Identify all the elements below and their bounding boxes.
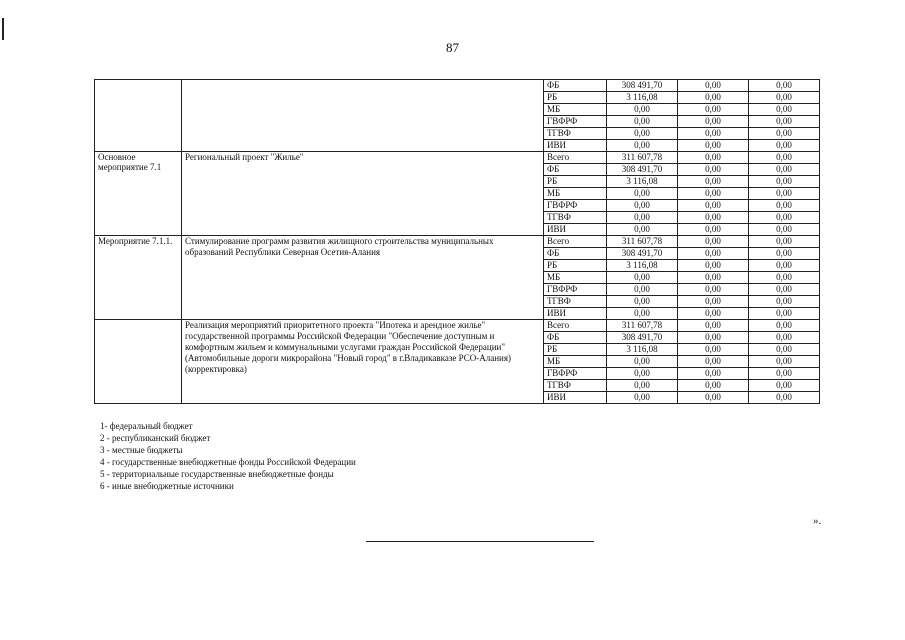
amount-cell-3: 0,00 (749, 164, 820, 176)
funding-source-cell: ФБ (544, 248, 607, 260)
amount-cell-1: 311 607,78 (607, 320, 678, 332)
amount-cell-1: 0,00 (607, 356, 678, 368)
amount-cell-1: 0,00 (607, 104, 678, 116)
amount-cell-2: 0,00 (678, 176, 749, 188)
amount-cell-3: 0,00 (749, 128, 820, 140)
funding-source-cell: МБ (544, 104, 607, 116)
amount-cell-2: 0,00 (678, 140, 749, 152)
budget-table-body (95, 80, 820, 404)
amount-cell-2: 0,00 (678, 368, 749, 380)
page-number: 87 (446, 40, 459, 55)
amount-cell-3: 0,00 (749, 140, 820, 152)
funding-source-cell: ФБ (544, 80, 607, 92)
amount-cell-1: 0,00 (607, 296, 678, 308)
amount-cell-1: 0,00 (607, 224, 678, 236)
funding-source-cell: ИВИ (544, 140, 607, 152)
funding-source-cell: МБ (544, 188, 607, 200)
amount-cell-3: 0,00 (749, 356, 820, 368)
activity-name-cell: Реализация мероприятий приоритетного проекта "Ипотека и арендное жилье" государственной программы Российской Федерации "Обеспечение доступным и комфортным жильем и коммунальными услугами граждан Российской Федерации" (Автомобильные дороги микрорайона "Новый город" в г.Владикавказе РСО-Алания) (корректировка) (182, 320, 544, 404)
funding-source-cell: ИВИ (544, 224, 607, 236)
amount-cell-3: 0,00 (749, 296, 820, 308)
amount-cell-1: 0,00 (607, 116, 678, 128)
legend (100, 420, 356, 492)
amount-cell-1: 3 116,08 (607, 92, 678, 104)
amount-cell-2: 0,00 (678, 296, 749, 308)
amount-cell-3: 0,00 (749, 368, 820, 380)
amount-cell-1: 3 116,08 (607, 260, 678, 272)
legend-item: 1- федеральный бюджет (100, 421, 193, 431)
amount-cell-1: 0,00 (607, 392, 678, 404)
funding-source-cell: ГВФРФ (544, 284, 607, 296)
amount-cell-2: 0,00 (678, 320, 749, 332)
activity-name-cell: Региональный проект "Жилье" (182, 152, 544, 236)
legend-item: 5 - территориальные государственные внебюджетные фонды (100, 469, 334, 479)
amount-cell-3: 0,00 (749, 176, 820, 188)
funding-source-cell: Всего (544, 236, 607, 248)
funding-source-cell: ФБ (544, 164, 607, 176)
amount-cell-3: 0,00 (749, 104, 820, 116)
amount-cell-2: 0,00 (678, 200, 749, 212)
amount-cell-2: 0,00 (678, 104, 749, 116)
activity-code-cell: Основное мероприятие 7.1 (95, 152, 182, 236)
activity-name-cell: Стимулирование программ развития жилищного строительства муниципальных образований Республики Северная Осетия-Алания (182, 236, 544, 320)
amount-cell-1: 0,00 (607, 188, 678, 200)
amount-cell-1: 311 607,78 (607, 152, 678, 164)
amount-cell-2: 0,00 (678, 128, 749, 140)
amount-cell-2: 0,00 (678, 116, 749, 128)
funding-source-cell: РБ (544, 176, 607, 188)
legend-item: 2 - республиканский бюджет (100, 433, 211, 443)
activity-code-cell (95, 320, 182, 404)
amount-cell-3: 0,00 (749, 236, 820, 248)
amount-cell-3: 0,00 (749, 308, 820, 320)
amount-cell-2: 0,00 (678, 236, 749, 248)
amount-cell-3: 0,00 (749, 152, 820, 164)
activity-name-cell (182, 80, 544, 152)
amount-cell-3: 0,00 (749, 320, 820, 332)
amount-cell-2: 0,00 (678, 284, 749, 296)
amount-cell-2: 0,00 (678, 308, 749, 320)
table-row (95, 320, 820, 332)
amount-cell-3: 0,00 (749, 380, 820, 392)
amount-cell-3: 0,00 (749, 344, 820, 356)
amount-cell-2: 0,00 (678, 92, 749, 104)
amount-cell-2: 0,00 (678, 224, 749, 236)
amount-cell-1: 311 607,78 (607, 236, 678, 248)
funding-source-cell: РБ (544, 92, 607, 104)
amount-cell-2: 0,00 (678, 356, 749, 368)
funding-source-cell: ИВИ (544, 308, 607, 320)
bottom-rule (366, 541, 594, 542)
legend-item: 6 - иные внебюджетные источники (100, 481, 234, 491)
amount-cell-3: 0,00 (749, 212, 820, 224)
funding-source-cell: ТГВФ (544, 380, 607, 392)
amount-cell-1: 308 491,70 (607, 332, 678, 344)
amount-cell-1: 0,00 (607, 212, 678, 224)
amount-cell-1: 0,00 (607, 380, 678, 392)
amount-cell-2: 0,00 (678, 152, 749, 164)
closing-quote: ». (813, 515, 822, 527)
amount-cell-1: 308 491,70 (607, 80, 678, 92)
amount-cell-3: 0,00 (749, 92, 820, 104)
funding-source-cell: МБ (544, 272, 607, 284)
amount-cell-3: 0,00 (749, 224, 820, 236)
amount-cell-2: 0,00 (678, 80, 749, 92)
amount-cell-2: 0,00 (678, 392, 749, 404)
amount-cell-1: 0,00 (607, 140, 678, 152)
amount-cell-3: 0,00 (749, 200, 820, 212)
budget-table (94, 79, 820, 404)
legend-item: 4 - государственные внебюджетные фонды Российской Федерации (100, 457, 356, 467)
table-row (95, 152, 820, 164)
legend-item: 3 - местные бюджеты (100, 445, 183, 455)
funding-source-cell: ТГВФ (544, 212, 607, 224)
amount-cell-1: 0,00 (607, 284, 678, 296)
amount-cell-2: 0,00 (678, 344, 749, 356)
amount-cell-3: 0,00 (749, 80, 820, 92)
amount-cell-1: 3 116,08 (607, 176, 678, 188)
funding-source-cell: РБ (544, 260, 607, 272)
amount-cell-1: 0,00 (607, 200, 678, 212)
funding-source-cell: Всего (544, 152, 607, 164)
funding-source-cell: ГВФРФ (544, 116, 607, 128)
amount-cell-2: 0,00 (678, 272, 749, 284)
amount-cell-2: 0,00 (678, 188, 749, 200)
page-edge-mark (2, 18, 4, 40)
amount-cell-2: 0,00 (678, 260, 749, 272)
amount-cell-1: 0,00 (607, 128, 678, 140)
amount-cell-1: 308 491,70 (607, 248, 678, 260)
activity-code-cell: Мероприятие 7.1.1. (95, 236, 182, 320)
amount-cell-2: 0,00 (678, 164, 749, 176)
amount-cell-2: 0,00 (678, 248, 749, 260)
amount-cell-3: 0,00 (749, 284, 820, 296)
funding-source-cell: ИВИ (544, 392, 607, 404)
amount-cell-1: 308 491,70 (607, 164, 678, 176)
funding-source-cell: Всего (544, 320, 607, 332)
amount-cell-3: 0,00 (749, 260, 820, 272)
funding-source-cell: ФБ (544, 332, 607, 344)
amount-cell-1: 3 116,08 (607, 344, 678, 356)
funding-source-cell: ГВФРФ (544, 200, 607, 212)
amount-cell-3: 0,00 (749, 272, 820, 284)
funding-source-cell: ТГВФ (544, 296, 607, 308)
funding-source-cell: МБ (544, 356, 607, 368)
table-row (95, 80, 820, 92)
amount-cell-3: 0,00 (749, 332, 820, 344)
table-row (95, 236, 820, 248)
funding-source-cell: ГВФРФ (544, 368, 607, 380)
activity-code-cell (95, 80, 182, 152)
amount-cell-1: 0,00 (607, 308, 678, 320)
amount-cell-3: 0,00 (749, 392, 820, 404)
amount-cell-1: 0,00 (607, 368, 678, 380)
amount-cell-3: 0,00 (749, 248, 820, 260)
amount-cell-3: 0,00 (749, 116, 820, 128)
amount-cell-2: 0,00 (678, 212, 749, 224)
amount-cell-3: 0,00 (749, 188, 820, 200)
funding-source-cell: РБ (544, 344, 607, 356)
amount-cell-1: 0,00 (607, 272, 678, 284)
amount-cell-2: 0,00 (678, 380, 749, 392)
amount-cell-2: 0,00 (678, 332, 749, 344)
funding-source-cell: ТГВФ (544, 128, 607, 140)
